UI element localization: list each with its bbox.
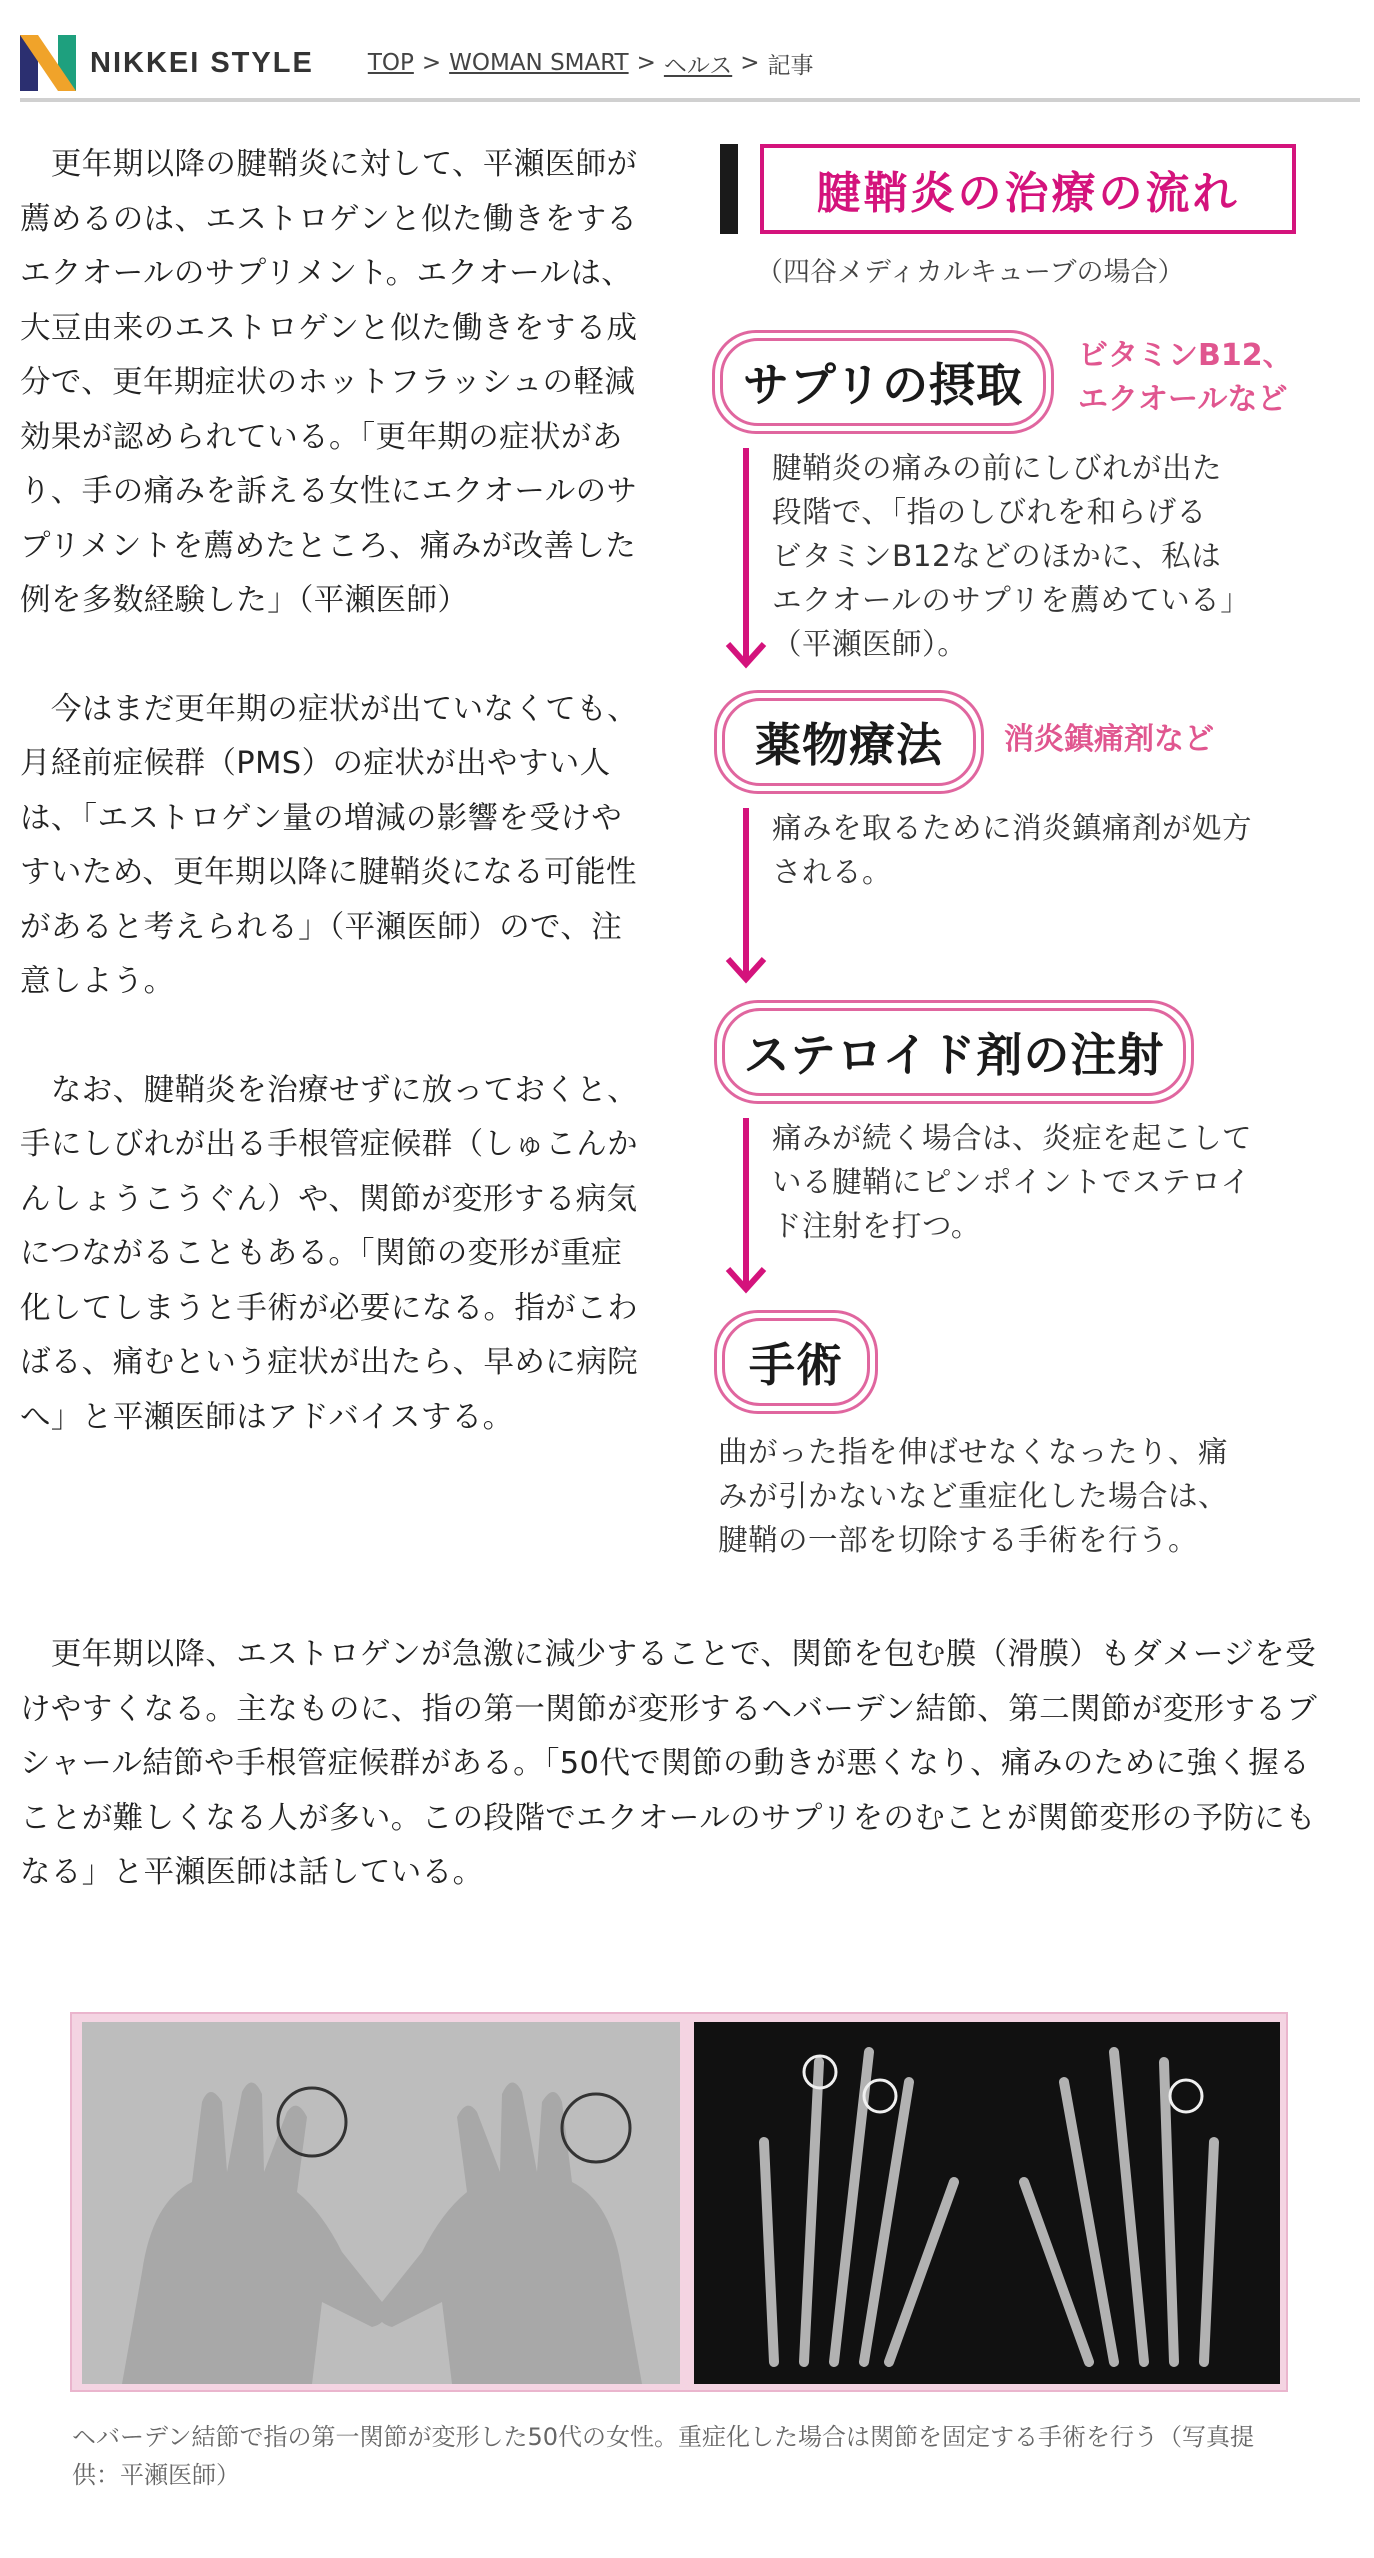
breadcrumb-health[interactable]: ヘルス xyxy=(663,52,733,79)
breadcrumb-separator: > xyxy=(636,50,656,76)
step-medication xyxy=(714,690,984,794)
flow-arrow-icon xyxy=(724,448,768,673)
step-supplement xyxy=(712,330,1054,434)
step-label: 手術 xyxy=(749,1338,843,1392)
breadcrumb-current: 記事 xyxy=(767,52,814,79)
article-paragraph: 更年期以降の腱鞘炎に対して、平瀬医師が薦めるのは、エストロゲンと似た働きをするエクオールのサプリメント。エクオールは、大豆由来のエストロゲンと似た働きをする成分で、更年期症状のホットフラッシュの軽減効果が認められている。「更年期の症状があり、手の痛みを訴える女性にエクオールのサプリメントを薦めたところ、痛みが改善した例を多数経験した」（平瀬医師） xyxy=(20,147,638,618)
hands-photo-figure xyxy=(70,2012,1288,2392)
breadcrumb xyxy=(368,47,814,80)
step-description: 痛みを取るために消炎鎮痛剤が処方 される。 xyxy=(772,811,1253,889)
step-label: 薬物療法 xyxy=(755,718,943,772)
step-surgery xyxy=(714,1310,878,1414)
xray-photo xyxy=(694,2022,1280,2384)
site-header xyxy=(20,22,1360,104)
step-description: 腱鞘炎の痛みの前にしびれが出た 段階で、「指のしびれを和らげる ビタミンB12などのほかに、私は エクオールのサプリを薦めている」 （平瀬医師）。 xyxy=(772,451,1251,661)
hands-photo xyxy=(82,2022,680,2384)
article-paragraph: 今はまだ更年期の症状が出ていなくても、月経前症候群（PMS）の症状が出やすい人は、「エストロゲン量の増減の影響を受けやすいため、更年期以降に腱鞘炎になる可能性があると考えられる」（平瀬医師）ので、注意しよう。 xyxy=(20,691,638,999)
breadcrumb-woman-smart[interactable]: WOMAN SMART xyxy=(449,50,629,76)
infographic-title: 腱鞘炎の治療の流れ xyxy=(816,168,1240,219)
infographic-title-box xyxy=(760,144,1296,234)
article-paragraph: 更年期以降、エストロゲンが急激に減少することで、関節を包む膜（滑膜）もダメージを受けやすくなる。主なものに、指の第一関節が変形するヘバーデン結節、第二関節が変形するブシャール結節や手根管症候群がある。「50代で関節の動きが悪くなり、痛みのために強く握ることが難しくなる人が多い。この段階でエクオールのサプリをのむことが関節変形の予防にもなる」と平瀬医師は話している。 xyxy=(20,1637,1318,1890)
nikkei-logo-icon xyxy=(20,35,76,91)
breadcrumb-top[interactable]: TOP xyxy=(367,50,414,76)
step-note: 消炎鎮痛剤など xyxy=(1004,722,1214,757)
site-logo[interactable] xyxy=(20,35,314,91)
breadcrumb-separator: > xyxy=(740,50,760,76)
breadcrumb-separator: > xyxy=(421,50,442,76)
step-note: ビタミンB12、 エクオールなど xyxy=(1078,338,1293,417)
step-label: ステロイド剤の注射 xyxy=(743,1028,1165,1082)
title-accent-bar xyxy=(720,144,738,234)
logo-text: NIKKEI STYLE xyxy=(90,46,314,79)
step-steroid-injection xyxy=(714,1000,1194,1104)
step-description: 曲がった指を伸ばせなくなったり、痛 みが引かないなど重症化した場合は、 腱鞘の一部を切除する手術を行う。 xyxy=(718,1435,1229,1557)
header-divider xyxy=(20,98,1360,102)
step-description: 痛みが続く場合は、炎症を起こして いる腱鞘にピンポイントでステロイ ド注射を打つ。 xyxy=(772,1121,1253,1243)
photo-caption: ヘバーデン結節で指の第一関節が変形した50代の女性。重症化した場合は関節を固定する手術を行う（写真提供：平瀬医師） xyxy=(72,2423,1255,2489)
flow-arrow-icon xyxy=(724,808,768,988)
article-paragraph: なお、腱鞘炎を治療せずに放っておくと、手にしびれが出る手根管症候群（しゅこんかんしょうこうぐん）や、関節が変形する病気 につながることもある。「関節の変形が重症化してしまうと手術が必要になる。指がこわばる、痛むという症状が出たら、早めに病院へ」と平瀬医師はアドバイスする。 xyxy=(20,1072,638,1435)
treatment-flow-infographic xyxy=(712,138,1360,1568)
article-left-column xyxy=(20,138,652,1445)
infographic-subtitle: （四谷メディカルキューブの場合） xyxy=(756,257,1185,288)
flow-arrow-icon xyxy=(724,1118,768,1298)
step-label: サプリの摂取 xyxy=(742,358,1024,412)
